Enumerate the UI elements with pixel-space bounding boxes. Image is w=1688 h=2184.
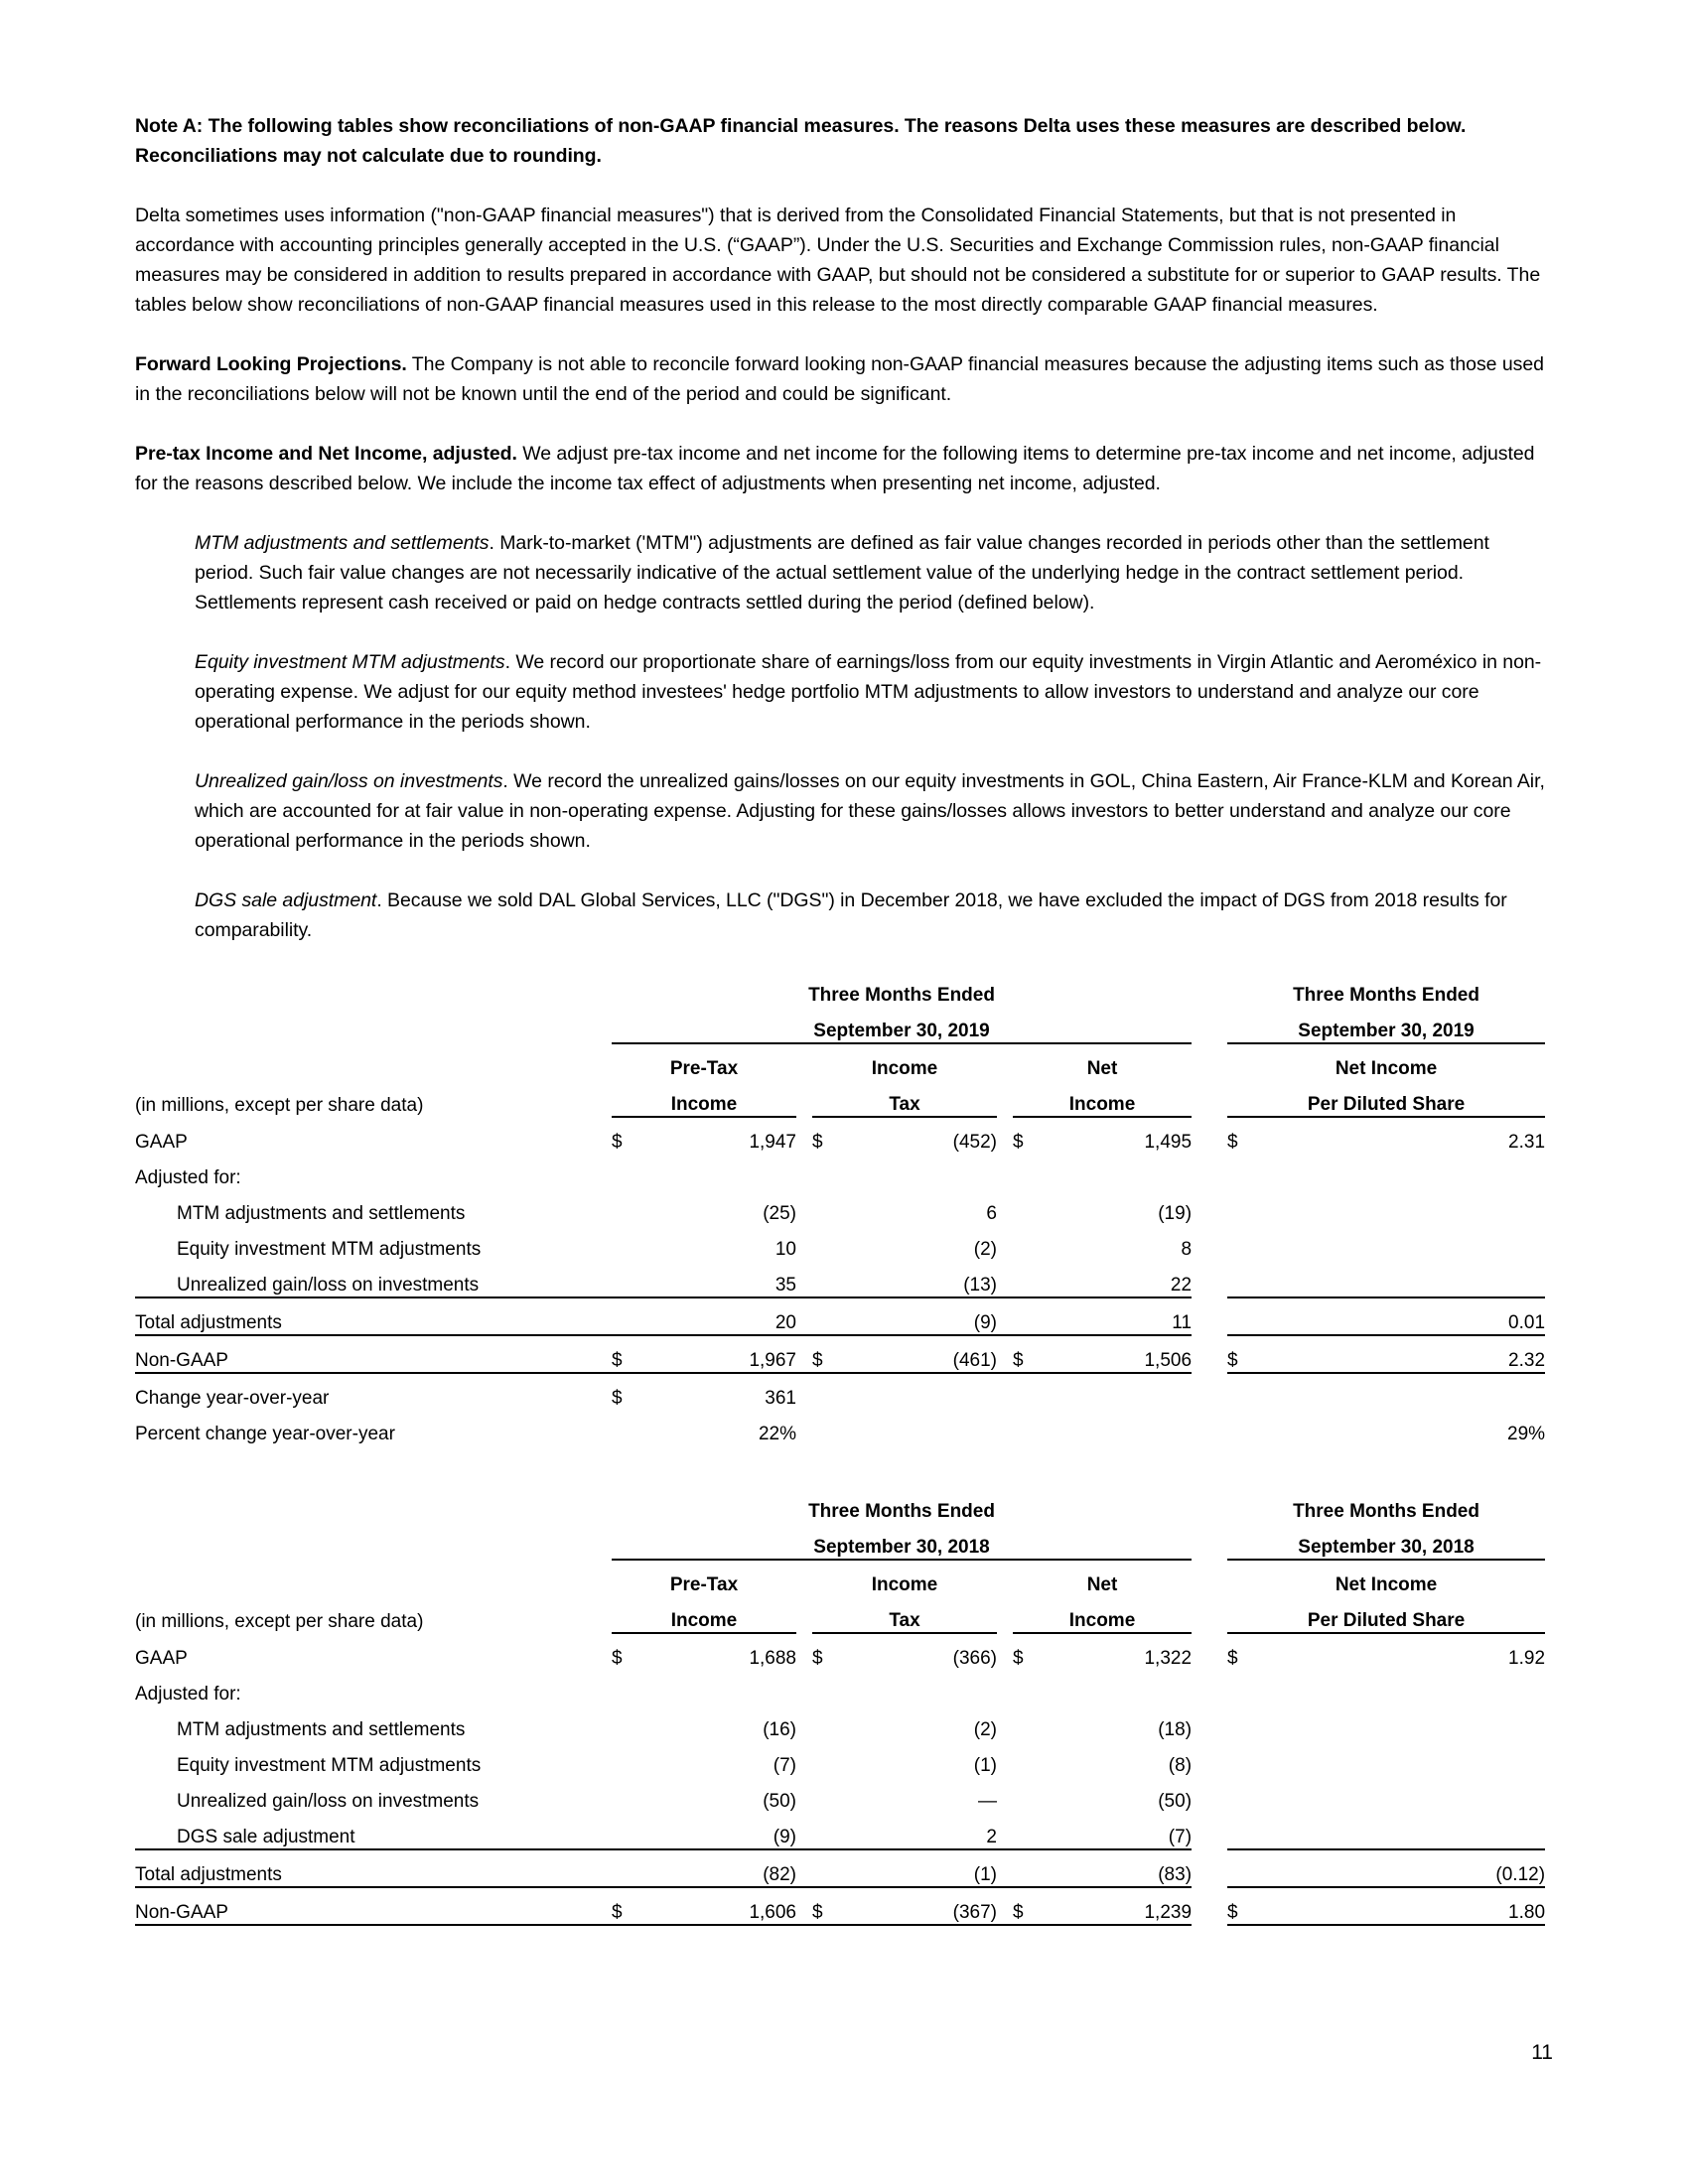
table-2018-header-tax-2: Tax	[812, 1596, 997, 1633]
empty-cell	[598, 1007, 612, 1043]
table-2019-change-pretax: 361	[765, 1388, 796, 1409]
empty-cell	[598, 1189, 612, 1225]
empty-cell	[796, 1080, 812, 1117]
empty-cell	[1192, 1189, 1227, 1225]
empty-cell	[812, 1813, 850, 1849]
empty-cell	[997, 1596, 1013, 1633]
currency-symbol: $	[612, 1132, 623, 1153]
empty-cell	[796, 1043, 812, 1080]
empty-cell	[1013, 1225, 1051, 1261]
empty-cell	[135, 1560, 598, 1596]
empty-cell	[598, 1487, 612, 1523]
table-2019-total-tax: (9)	[850, 1297, 997, 1335]
empty-cell	[812, 1297, 850, 1335]
empty-cell	[812, 1777, 850, 1813]
empty-cell	[1192, 1117, 1227, 1154]
empty-cell	[997, 1043, 1013, 1080]
empty-cell	[598, 1154, 1545, 1189]
empty-cell	[997, 1080, 1013, 1117]
table-row-change-yoy	[135, 1373, 1545, 1410]
empty-cell	[598, 1849, 612, 1887]
note-a-heading: Note A: The following tables show reconciliations of non-GAAP financial measures. The reasons Delta uses these measures are described below. Reconciliations may not calculate due to rounding.	[135, 115, 1467, 167]
table-2018-header-pretax-2: Income	[612, 1596, 796, 1633]
empty-cell	[812, 1849, 850, 1887]
empty-cell	[598, 1777, 612, 1813]
table-2018-row-0-tax: (366)	[952, 1648, 997, 1669]
empty-cell	[598, 1373, 612, 1410]
table-2018-eps-heading-line2: September 30, 2018	[1227, 1523, 1545, 1560]
empty-cell	[1227, 1261, 1265, 1297]
empty-cell	[1013, 1849, 1051, 1887]
table-2019-column-heading-row-1	[135, 1043, 1545, 1080]
empty-cell	[1013, 1297, 1051, 1335]
empty-cell	[1013, 1813, 1051, 1849]
empty-cell	[612, 1189, 649, 1225]
empty-cell	[812, 1741, 850, 1777]
definition-equity-investment-mtm	[195, 647, 1545, 737]
empty-cell	[796, 1560, 812, 1596]
empty-cell	[1013, 1741, 1051, 1777]
table-2018-nongaap-net: 1,239	[1051, 1887, 1192, 1925]
empty-cell	[997, 1117, 1013, 1154]
empty-cell	[612, 1777, 649, 1813]
definition-body-dgs: . Because we sold DAL Global Services, LLC ("DGS") in December 2018, we have excluded the impact of DGS from 2018 results for comparability.	[195, 889, 1507, 941]
table-2018-row-4-net: (50)	[1158, 1791, 1193, 1812]
table-2018-column-heading-row-2	[135, 1596, 1545, 1633]
empty-cell	[997, 1887, 1013, 1925]
empty-cell	[598, 1410, 612, 1445]
table-2018-row-5-pretax: (9)	[649, 1813, 796, 1849]
table-2018-row-3-label: Equity investment MTM adjustments	[177, 1755, 482, 1776]
table-row-nongaap	[135, 1335, 1545, 1373]
forward-looking-body: The Company is not able to reconcile forward looking non-GAAP financial measures because the adjusting items such as those used in the reconciliations below will not be known until the end of the period and could be significant.	[135, 353, 1544, 405]
forward-looking-lead: Forward Looking Projections.	[135, 353, 407, 375]
definition-unrealized-gain-loss	[195, 766, 1545, 856]
empty-cell	[1192, 1777, 1227, 1813]
empty-cell	[997, 1777, 1013, 1813]
page-content	[135, 111, 1545, 1926]
table-2019-eps-heading-line2: September 30, 2019	[1227, 1007, 1545, 1043]
table-2018-row-4-eps	[1265, 1777, 1545, 1813]
definition-body-unrealized: . We record the unrealized gains/losses on our equity investments in GOL, China Eastern, Air France-KLM and Korean Air, which are accounted for at fair value in non-operating expense. Adjusting for these gains/losses allows investors to better understand and analyze our core operational performance in the periods shown.	[195, 770, 1545, 852]
table-2018-nongaap-tax: (367)	[850, 1887, 997, 1925]
empty-cell	[1227, 1225, 1265, 1261]
table-row	[135, 1777, 1545, 1813]
table-2019-row-0-tax: (452)	[952, 1132, 997, 1153]
empty-cell	[796, 1887, 812, 1925]
empty-cell	[997, 1335, 1013, 1373]
empty-cell	[1192, 971, 1227, 1007]
table-2018-row-0-net: 1,322	[1144, 1648, 1193, 1669]
table-2018-row-0-label: GAAP	[135, 1648, 188, 1669]
empty-cell	[1227, 1189, 1265, 1225]
empty-cell	[997, 1189, 1013, 1225]
table-2018-row-2-net: (18)	[1158, 1719, 1193, 1740]
empty-cell	[1013, 1410, 1051, 1445]
empty-cell	[612, 1849, 649, 1887]
currency-symbol: $	[812, 1887, 850, 1925]
empty-cell	[1192, 1297, 1227, 1335]
empty-cell	[796, 1297, 812, 1335]
table-2019-nongaap-eps: 2.32	[1265, 1335, 1545, 1373]
table-2018-row-2-eps	[1265, 1706, 1545, 1741]
table-2019-nongaap-net: 1,506	[1051, 1335, 1192, 1373]
empty-cell	[598, 1335, 612, 1373]
empty-cell	[997, 1706, 1013, 1741]
empty-cell	[997, 1560, 1013, 1596]
empty-cell	[812, 1189, 850, 1225]
table-row	[135, 1706, 1545, 1741]
table-row-total	[135, 1849, 1545, 1887]
table-2019-percent-change-net	[1051, 1410, 1192, 1445]
table-2019-header-tax-2: Tax	[812, 1080, 997, 1117]
table-2018-total-eps: (0.12)	[1265, 1849, 1545, 1887]
pretax-income-lead: Pre-tax Income and Net Income, adjusted.	[135, 443, 517, 465]
page-number: 11	[1531, 2041, 1553, 2064]
table-2018-period-heading-line2: September 30, 2018	[612, 1523, 1192, 1560]
empty-cell	[135, 971, 598, 1007]
currency-symbol: $	[1013, 1132, 1024, 1153]
table-2018-eps-heading-line1: Three Months Ended	[1293, 1501, 1479, 1522]
table-2019-row-2-label: MTM adjustments and settlements	[177, 1203, 466, 1224]
table-2018-header-net-1: Net	[1086, 1574, 1118, 1595]
empty-cell	[796, 1633, 812, 1670]
pretax-income-paragraph	[135, 439, 1545, 498]
currency-symbol: $	[1227, 1648, 1238, 1669]
table-2019-period-heading-row-1	[135, 971, 1545, 1007]
table-2019-row-0-eps: 2.31	[1508, 1132, 1546, 1153]
table-2018-header-eps-1: Net Income	[1335, 1574, 1438, 1595]
table-2019-percent-change-pretax: 22%	[758, 1424, 796, 1444]
table-2019-row-0-label: GAAP	[135, 1132, 188, 1153]
empty-cell	[1192, 1523, 1227, 1560]
table-2018-row-2-tax: (2)	[973, 1719, 997, 1740]
table-2018-nongaap-pretax: 1,606	[649, 1887, 796, 1925]
empty-cell	[997, 1633, 1013, 1670]
table-2019-units-label: (in millions, except per share data)	[135, 1095, 424, 1116]
empty-cell	[796, 1813, 812, 1849]
empty-cell	[997, 1410, 1013, 1445]
table-2018-header-net-2: Income	[1013, 1596, 1192, 1633]
empty-cell	[796, 1410, 812, 1445]
table-2019-row-4-eps	[1265, 1261, 1545, 1297]
definition-term-dgs: DGS sale adjustment	[195, 889, 377, 911]
empty-cell	[135, 1007, 598, 1043]
empty-cell	[598, 1523, 612, 1560]
empty-cell	[1192, 1487, 1227, 1523]
table-2019-percent-change-label: Percent change year-over-year	[135, 1424, 395, 1444]
empty-cell	[796, 1706, 812, 1741]
empty-cell	[1192, 1849, 1227, 1887]
table-2019-nongaap-tax: (461)	[850, 1335, 997, 1373]
table-row	[135, 1154, 1545, 1189]
empty-cell	[997, 1225, 1013, 1261]
table-row	[135, 1633, 1545, 1670]
empty-cell	[1192, 1741, 1227, 1777]
table-2019-header-pretax-1: Pre-Tax	[669, 1058, 739, 1079]
table-2019-percent-change-tax	[850, 1410, 997, 1445]
definition-body-equity: . We record our proportionate share of earnings/loss from our equity investments in Virgin Atlantic and Aeroméxico in non-operating expense. We adjust for our equity method investees' hedge portfolio MTM adjustments to allow investors to understand and analyze our core operational performance in the periods shown.	[195, 651, 1542, 733]
empty-cell	[997, 1849, 1013, 1887]
table-2019-total-pretax: 20	[649, 1297, 796, 1335]
table-2019-change-label: Change year-over-year	[135, 1388, 330, 1409]
table-2019-row-3-label: Equity investment MTM adjustments	[177, 1239, 482, 1260]
empty-cell	[1192, 1043, 1227, 1080]
currency-symbol: $	[1227, 1887, 1265, 1925]
empty-cell	[612, 1706, 649, 1741]
table-2019-row-3-eps	[1265, 1225, 1545, 1261]
table-2019-percent-change-eps: 29%	[1507, 1424, 1546, 1444]
table-2018-period-heading-row-1	[135, 1487, 1545, 1523]
currency-symbol: $	[1227, 1335, 1265, 1373]
empty-cell	[1192, 1225, 1227, 1261]
currency-symbol: $	[1227, 1132, 1238, 1153]
table-2018-row-5-eps	[1265, 1813, 1545, 1849]
pretax-income-body: We adjust pre-tax income and net income for the following items to determine pre-tax income and net income, adjusted for the reasons described below. We include the income tax effect of adjustments when presenting net income, adjusted.	[135, 443, 1535, 494]
empty-cell	[598, 1043, 612, 1080]
empty-cell	[1013, 1261, 1051, 1297]
empty-cell	[812, 1410, 850, 1445]
empty-cell	[1013, 1706, 1051, 1741]
table-2019-nongaap-label: Non-GAAP	[135, 1335, 598, 1373]
empty-cell	[1227, 1741, 1265, 1777]
reconciliation-table-2018-wrapper	[135, 1487, 1545, 1926]
table-2019-header-eps-2: Per Diluted Share	[1227, 1080, 1545, 1117]
empty-cell	[1192, 1596, 1227, 1633]
table-2019-row-4-tax: (13)	[850, 1261, 997, 1297]
empty-cell	[997, 1813, 1013, 1849]
table-2019-header-net-1: Net	[1086, 1058, 1118, 1079]
currency-symbol: $	[612, 1648, 623, 1669]
table-2018-row-1-label: Adjusted for:	[135, 1684, 241, 1705]
definition-dgs-sale-adjustment	[195, 886, 1545, 945]
forward-looking-projections-paragraph	[135, 349, 1545, 409]
empty-cell	[812, 1261, 850, 1297]
empty-cell	[1192, 1007, 1227, 1043]
table-2019-row-3-tax: (2)	[973, 1239, 997, 1260]
table-2018-total-net: (83)	[1051, 1849, 1192, 1887]
table-2019-row-2-tax: 6	[986, 1203, 997, 1224]
reconciliation-table-2019	[135, 971, 1545, 1445]
table-row	[135, 1813, 1545, 1849]
currency-symbol: $	[812, 1132, 823, 1153]
table-2018-row-3-eps	[1265, 1741, 1545, 1777]
table-2018-row-3-pretax: (7)	[773, 1755, 796, 1776]
table-2018-header-pretax-1: Pre-Tax	[669, 1574, 739, 1595]
table-2018-row-4-pretax: (50)	[763, 1791, 796, 1812]
empty-cell	[1227, 1410, 1265, 1445]
empty-cell	[598, 971, 612, 1007]
currency-symbol: $	[1013, 1335, 1051, 1373]
table-row-total	[135, 1297, 1545, 1335]
empty-cell	[135, 1487, 598, 1523]
table-2018-nongaap-eps: 1.80	[1265, 1887, 1545, 1925]
table-2019-total-eps: 0.01	[1265, 1297, 1545, 1335]
empty-cell	[812, 1225, 850, 1261]
empty-cell	[598, 1741, 612, 1777]
empty-cell	[612, 1261, 649, 1297]
table-2018-total-tax: (1)	[850, 1849, 997, 1887]
table-row	[135, 1225, 1545, 1261]
table-2018-header-tax-1: Income	[871, 1574, 938, 1595]
empty-cell	[612, 1225, 649, 1261]
currency-symbol: $	[612, 1887, 649, 1925]
empty-cell	[997, 1741, 1013, 1777]
table-2018-column-heading-row-1	[135, 1560, 1545, 1596]
empty-cell	[796, 1189, 812, 1225]
table-2018-row-3-net: (8)	[1168, 1755, 1193, 1776]
empty-cell	[1192, 1887, 1227, 1925]
empty-cell	[796, 1225, 812, 1261]
empty-cell	[1192, 1335, 1227, 1373]
table-2019-period-heading-line2: September 30, 2019	[612, 1007, 1192, 1043]
empty-cell	[796, 1373, 1545, 1410]
table-2018-row-4-tax: —	[978, 1791, 997, 1812]
empty-cell	[1192, 1080, 1227, 1117]
definition-mtm-adjustments	[195, 528, 1545, 617]
table-2019-period-heading-row-2	[135, 1007, 1545, 1043]
empty-cell	[1227, 1777, 1265, 1813]
definition-term-equity: Equity investment MTM adjustments	[195, 651, 505, 673]
currency-symbol: $	[612, 1388, 623, 1409]
empty-cell	[1192, 1633, 1227, 1670]
table-2019-row-4-label: Unrealized gain/loss on investments	[135, 1261, 598, 1297]
definition-term-mtm: MTM adjustments and settlements	[195, 532, 490, 554]
empty-cell	[598, 1117, 612, 1154]
empty-cell	[1192, 1410, 1227, 1445]
table-2019-nongaap-pretax: 1,967	[649, 1335, 796, 1373]
empty-cell	[598, 1813, 612, 1849]
empty-cell	[598, 1633, 612, 1670]
table-2019-row-0-net: 1,495	[1144, 1132, 1193, 1153]
table-2019-eps-heading-line1: Three Months Ended	[1293, 985, 1479, 1006]
empty-cell	[1013, 1189, 1051, 1225]
table-2019-row-4-net: 22	[1051, 1261, 1192, 1297]
empty-cell	[1227, 1813, 1265, 1849]
table-row-percent-change-yoy	[135, 1410, 1545, 1445]
table-2019-period-heading-line1: Three Months Ended	[808, 985, 995, 1006]
table-2019-header-pretax-2: Income	[612, 1080, 796, 1117]
empty-cell	[612, 1741, 649, 1777]
table-2018-period-heading-line1: Three Months Ended	[808, 1501, 995, 1522]
table-2018-row-0-pretax: 1,688	[749, 1648, 796, 1669]
empty-cell	[796, 1596, 812, 1633]
table-row	[135, 1189, 1545, 1225]
table-2019-row-3-pretax: 10	[774, 1239, 796, 1260]
table-row	[135, 1670, 1545, 1706]
table-2018-total-pretax: (82)	[649, 1849, 796, 1887]
empty-cell	[1192, 1813, 1227, 1849]
reconciliation-table-2018	[135, 1487, 1545, 1926]
empty-cell	[598, 1297, 612, 1335]
empty-cell	[997, 1297, 1013, 1335]
table-row	[135, 1741, 1545, 1777]
empty-cell	[135, 1523, 598, 1560]
table-2018-row-5-net: (7)	[1051, 1813, 1192, 1849]
empty-cell	[1192, 1706, 1227, 1741]
empty-cell	[598, 1596, 612, 1633]
table-2019-row-0-pretax: 1,947	[749, 1132, 796, 1153]
empty-cell	[598, 1670, 1545, 1706]
table-2019-header-eps-1: Net Income	[1335, 1058, 1438, 1079]
currency-symbol: $	[812, 1335, 850, 1373]
table-2018-row-5-label: DGS sale adjustment	[135, 1813, 598, 1849]
table-2018-row-2-pretax: (16)	[763, 1719, 796, 1740]
intro-paragraph: Delta sometimes uses information ("non-GAAP financial measures") that is derived from the Consolidated Financial Statements, but that is not presented in accordance with accounting principles generally accepted in the U.S. (“GAAP”). Under the U.S. Securities and Exchange Commission rules, non-GAAP financial measures may be considered in addition to results prepared in accordance with GAAP, but should not be considered a substitute for or superior to GAAP results. The tables below show reconciliations of non-GAAP financial measures used in this release to the most directly comparable GAAP financial measures.	[135, 205, 1541, 316]
empty-cell	[796, 1777, 812, 1813]
table-2018-row-3-tax: (1)	[973, 1755, 997, 1776]
empty-cell	[796, 1335, 812, 1373]
table-row	[135, 1117, 1545, 1154]
empty-cell	[612, 1297, 649, 1335]
empty-cell	[598, 1887, 612, 1925]
table-2019-total-net: 11	[1051, 1297, 1192, 1335]
empty-cell	[1013, 1777, 1051, 1813]
table-2018-row-0-eps: 1.92	[1508, 1648, 1546, 1669]
empty-cell	[612, 1410, 649, 1445]
table-2018-row-4-label: Unrealized gain/loss on investments	[177, 1791, 480, 1812]
currency-symbol: $	[1013, 1648, 1024, 1669]
table-2019-row-2-pretax: (25)	[763, 1203, 796, 1224]
table-2018-total-label: Total adjustments	[135, 1849, 598, 1887]
table-2019-row-3-net: 8	[1181, 1239, 1193, 1260]
empty-cell	[598, 1560, 612, 1596]
table-gap-spacer	[135, 1445, 1545, 1475]
empty-cell	[598, 1261, 612, 1297]
table-2018-row-2-label: MTM adjustments and settlements	[177, 1719, 466, 1740]
empty-cell	[598, 1080, 612, 1117]
table-2019-header-tax-1: Income	[871, 1058, 938, 1079]
table-2019-row-2-net: (19)	[1158, 1203, 1193, 1224]
currency-symbol: $	[1013, 1887, 1051, 1925]
empty-cell	[796, 1741, 812, 1777]
empty-cell	[796, 1261, 812, 1297]
table-2019-column-heading-row-2	[135, 1080, 1545, 1117]
table-2019-row-1-label: Adjusted for:	[135, 1167, 241, 1188]
empty-cell	[612, 1813, 649, 1849]
currency-symbol: $	[812, 1648, 823, 1669]
empty-cell	[135, 1043, 598, 1080]
empty-cell	[1192, 1560, 1227, 1596]
table-2018-units-label: (in millions, except per share data)	[135, 1611, 424, 1632]
table-row	[135, 1261, 1545, 1297]
empty-cell	[1227, 1297, 1265, 1335]
empty-cell	[997, 1261, 1013, 1297]
currency-symbol: $	[612, 1335, 649, 1373]
definition-term-unrealized: Unrealized gain/loss on investments	[195, 770, 503, 792]
table-2018-period-heading-row-2	[135, 1523, 1545, 1560]
table-2019-header-net-2: Income	[1013, 1080, 1192, 1117]
table-2018-nongaap-label: Non-GAAP	[135, 1887, 598, 1925]
table-2018-row-5-tax: 2	[850, 1813, 997, 1849]
table-2019-row-4-pretax: 35	[649, 1261, 796, 1297]
definition-body-mtm: . Mark-to-market ('MTM") adjustments are defined as fair value changes recorded in periods other than the settlement period. Such fair value changes are not necessarily indicative of the actual settlement value of the underlying hedge in the contract settlement period. Settlements represent cash received or paid on hedge contracts settled during the period (defined below).	[195, 532, 1489, 614]
empty-cell	[1227, 1849, 1265, 1887]
empty-cell	[598, 1225, 612, 1261]
table-row-nongaap	[135, 1887, 1545, 1925]
table-2019-row-2-eps	[1265, 1189, 1545, 1225]
empty-cell	[1227, 1706, 1265, 1741]
empty-cell	[796, 1849, 812, 1887]
reconciliation-table-2019-wrapper	[135, 971, 1545, 1445]
table-2018-header-eps-2: Per Diluted Share	[1227, 1596, 1545, 1633]
empty-cell	[1192, 1261, 1227, 1297]
empty-cell	[796, 1117, 812, 1154]
empty-cell	[598, 1706, 612, 1741]
empty-cell	[812, 1706, 850, 1741]
table-2019-total-label: Total adjustments	[135, 1297, 598, 1335]
